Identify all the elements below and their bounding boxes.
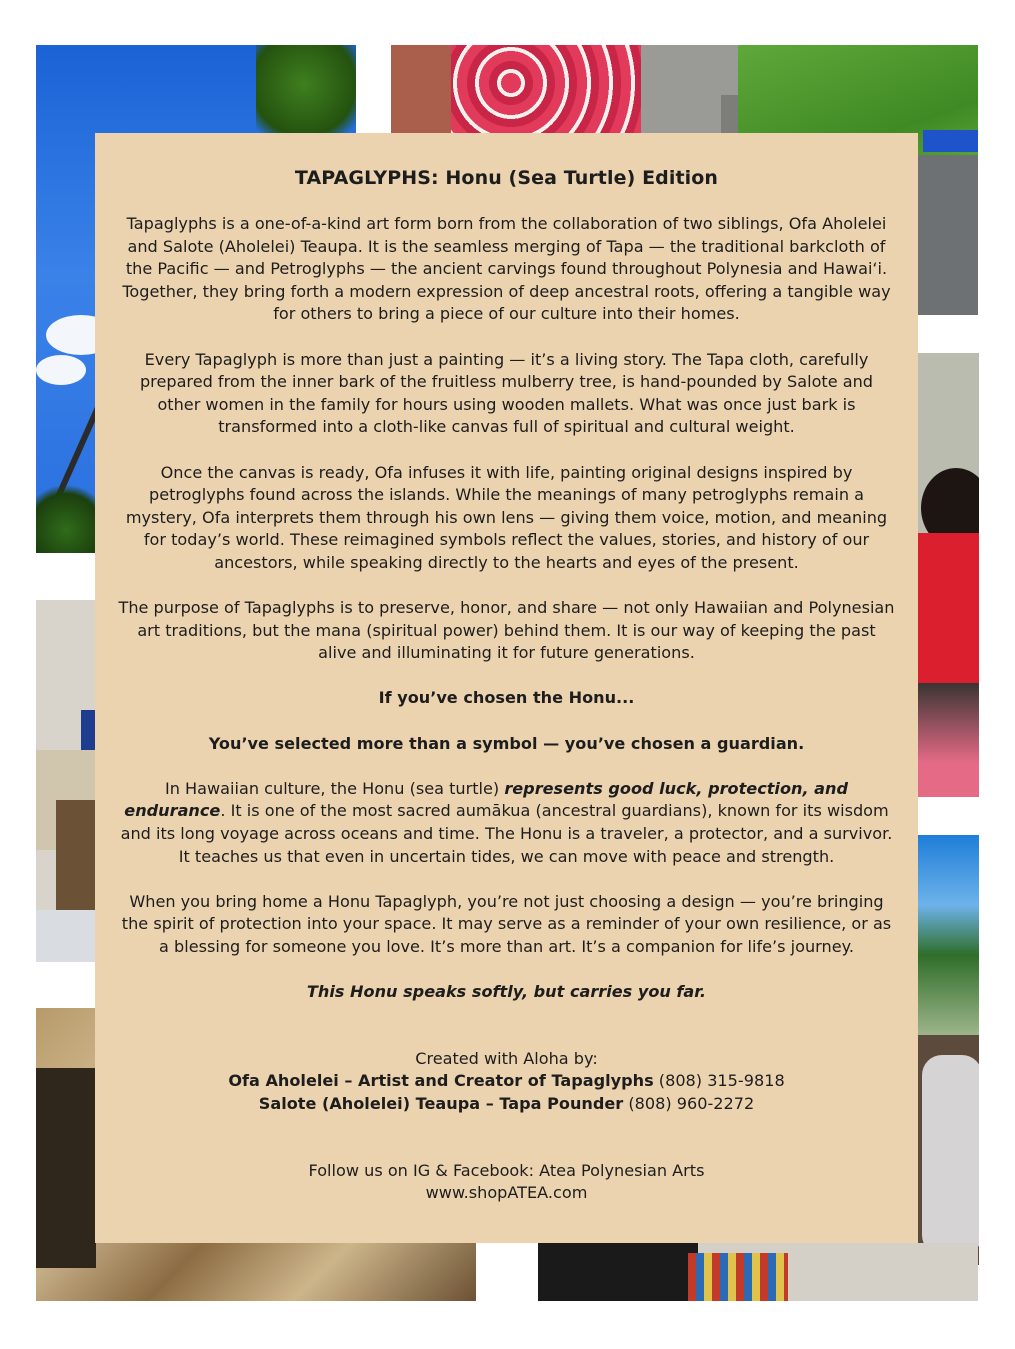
canvas-paragraph: Once the canvas is ready, Ofa infuses it with life, painting original designs inspired by petroglyphs found across the islands. While the meanings of many petroglyphs remain a mystery, Ofa interprets them through his own lens — giving them voice, motion, and meaning for today’s world. These reimagined symbols reflect the values, stories, and history of our ancestors, while speaking directly to the hearts and eyes of the present. [125, 462, 888, 572]
artist-name: Ofa Aholelei – Artist and Creator of Tapaglyphs [228, 1071, 654, 1091]
story-paragraph: Every Tapaglyph is more than just a painting — it’s a living story. The Tapa cloth, carefully prepared from the inner bark of the fruitless mulberry tree, is hand-pounded by Salote and other women in the family for hours using wooden mallets. What was once just bark is transformed into a cloth-like canvas full of spiritual and cultural weight. [139, 349, 874, 437]
chosen-heading: If you’ve chosen the Honu... [378, 688, 635, 708]
tapa-work-photo [538, 1243, 978, 1301]
trees-photo [917, 835, 979, 1035]
culture-paragraph [117, 778, 896, 868]
credits [117, 1048, 896, 1116]
culture-emphasis: represents good luck, protection, and endurance [124, 778, 849, 821]
artist-phone: (808) 315-9818 [653, 1071, 785, 1091]
page-title: TAPAGLYPHS: Honu (Sea Turtle) Edition [294, 167, 719, 189]
intro-paragraph: Tapaglyphs is a one-of-a-kind art form born from the collaboration of two siblings, Ofa Aholelei and Salote (Aholelei) Teaupa. It is the seamless merging of Tapa — the traditional barkcloth of the Pacific — and Petroglyphs — the ancient carvings found throughout Polynesia and Hawai‘i. Together, they bring forth a modern expression of deep ancestral roots, offering a tangible way for others to bring a piece of our culture into their homes. [122, 214, 891, 324]
guardian-heading: You’ve selected more than a symbol — you’ve chosen a guardian. [208, 733, 805, 753]
website-link[interactable]: www.shopATEA.com [425, 1183, 588, 1203]
bring-home-paragraph: When you bring home a Honu Tapaglyph, you’re not just choosing a design — you’re bringing the spirit of protection into your space. It may serve as a reminder of your own resilience, or as a blessing for someone you love. It’s more than art. It’s a companion for life’s journey. [121, 891, 892, 956]
bag-photo [917, 1035, 979, 1265]
info-panel [95, 133, 918, 1243]
credit-artist [117, 1070, 896, 1093]
culture-text-post: . It is one of the most sacred aumākua (ancestral guardians), known for its wisdom and its long voyage across oceans and time. The Honu is a traveler, a protector, and a survivor. It teaches us that even in uncertain tides, we can move with peace and strength. [120, 801, 893, 866]
pounder-phone: (808) 960-2272 [623, 1093, 755, 1113]
culture-text-pre: In Hawaiian culture, the Honu (sea turtle) [164, 778, 505, 798]
shed-photo [36, 600, 96, 962]
credits-heading: Created with Aloha by: [415, 1048, 598, 1068]
tagline: This Honu speaks softly, but carries you far. [306, 982, 707, 1002]
follow-section [117, 1160, 896, 1205]
social-text: Follow us on IG & Facebook: Atea Polynesian Arts [308, 1160, 705, 1180]
red-shirt-photo [917, 353, 979, 797]
pounder-name: Salote (Aholelei) Teaupa – Tapa Pounder [258, 1093, 624, 1113]
credit-pounder [117, 1093, 896, 1116]
purpose-paragraph: The purpose of Tapaglyphs is to preserve, honor, and share — not only Hawaiian and Polynesian art traditions, but the mana (spiritual power) behind them. It is our way of keeping the past alive and illuminating it for future generations. [118, 598, 895, 663]
